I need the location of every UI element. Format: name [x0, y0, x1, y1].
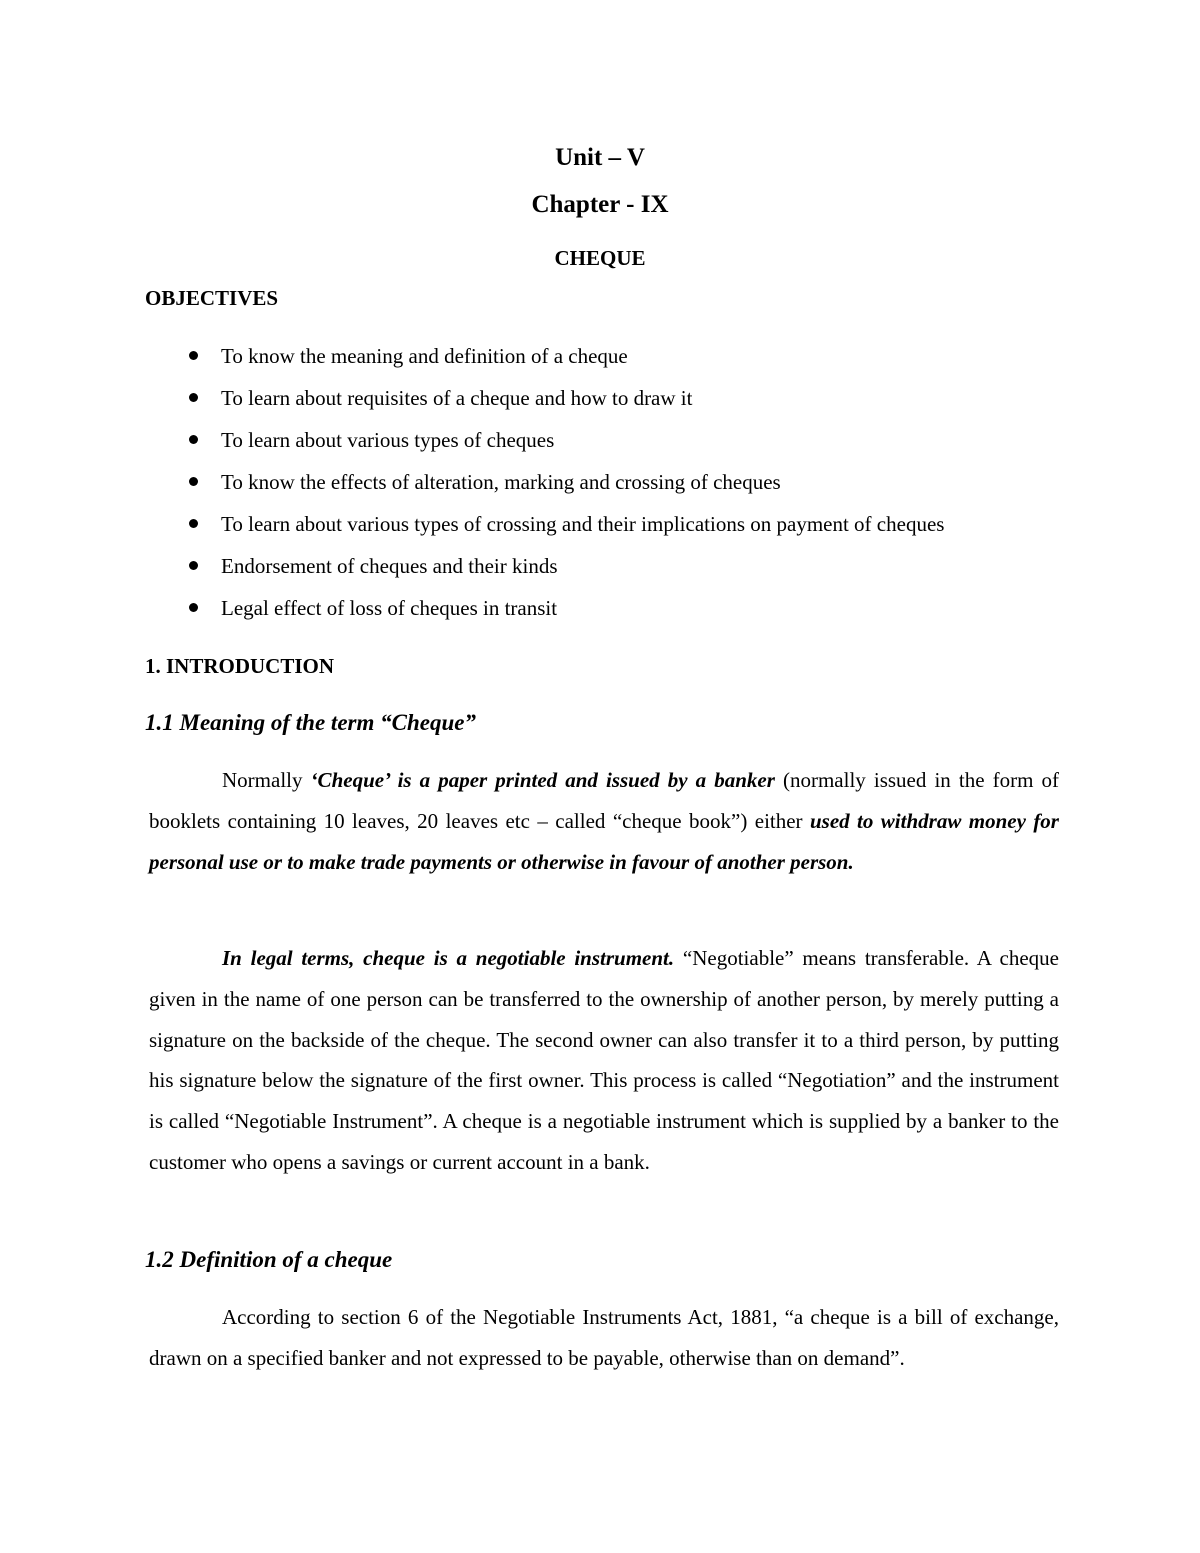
list-item	[145, 464, 944, 506]
unit-title: Unit – V	[555, 144, 645, 171]
objective-text: To learn about various types of cheques	[221, 428, 555, 452]
list-item	[145, 422, 944, 464]
definition-paragraph	[149, 1297, 1059, 1379]
bullet-icon	[189, 561, 198, 570]
bullet-icon	[189, 477, 198, 486]
meaning-p1-emphasis-a: ‘Cheque’ is a paper printed and issued by a banker	[310, 768, 775, 792]
objective-text: Legal effect of loss of cheques in transit	[221, 596, 558, 620]
definition-heading: 1.2 Definition of a cheque	[145, 1247, 393, 1272]
bullet-icon	[189, 351, 198, 360]
objective-text: To learn about requisites of a cheque and how to draw it	[221, 386, 693, 410]
topic-title: CHEQUE	[554, 246, 646, 270]
list-item	[145, 548, 944, 590]
objectives-heading: OBJECTIVES	[145, 286, 279, 310]
bullet-icon	[189, 435, 198, 444]
meaning-p2-emphasis: In legal terms, cheque is a negotiable instrument.	[222, 946, 675, 970]
meaning-p1-text-a: Normally	[222, 768, 311, 792]
meaning-heading: 1.1 Meaning of the term “Cheque”	[145, 710, 476, 735]
bullet-icon	[189, 603, 198, 612]
chapter-title: Chapter - IX	[531, 191, 669, 218]
meaning-p2-text: “Negotiable” means transferable. A cheque given in the name of one person can be transferred to the ownership of another person, by merely putting a signature on the backside of the cheque. The second owner can also transfer it to a third person, by putting his signature below the signature of the first owner. This process is called “Negotiation” and the instrument is called “Negotiable Instrument”. A cheque is a negotiable instrument which is supplied by a banker to the customer who opens a savings or current account in a bank.	[149, 946, 1059, 1174]
objectives-list	[145, 338, 944, 632]
list-item	[145, 590, 944, 632]
objective-text: Endorsement of cheques and their kinds	[221, 554, 558, 578]
meaning-paragraph-2	[149, 938, 1059, 1183]
objective-text: To know the meaning and definition of a cheque	[221, 344, 628, 368]
list-item	[145, 338, 944, 380]
definition-text: According to section 6 of the Negotiable Instruments Act, 1881, “a cheque is a bill of exchange, drawn on a specified banker and not expressed to be payable, otherwise than on demand”.	[149, 1305, 1059, 1370]
meaning-p1-emphasis-b: used to withdraw money for personal use or to make trade payments or otherwise in favour of another person.	[149, 808, 1059, 874]
meaning-p1-text-b: (normally issued in the form of booklets containing 10 leaves, 20 leaves etc – called “cheque book”) either	[149, 768, 1059, 833]
bullet-icon	[189, 519, 198, 528]
bullet-icon	[189, 393, 198, 402]
introduction-heading: 1. INTRODUCTION	[145, 654, 335, 678]
objective-text: To know the effects of alteration, marking and crossing of cheques	[221, 470, 781, 494]
list-item	[145, 380, 944, 422]
objective-text: To learn about various types of crossing and their implications on payment of cheques	[221, 512, 945, 536]
list-item	[145, 506, 944, 548]
meaning-paragraph-1	[149, 760, 1059, 882]
